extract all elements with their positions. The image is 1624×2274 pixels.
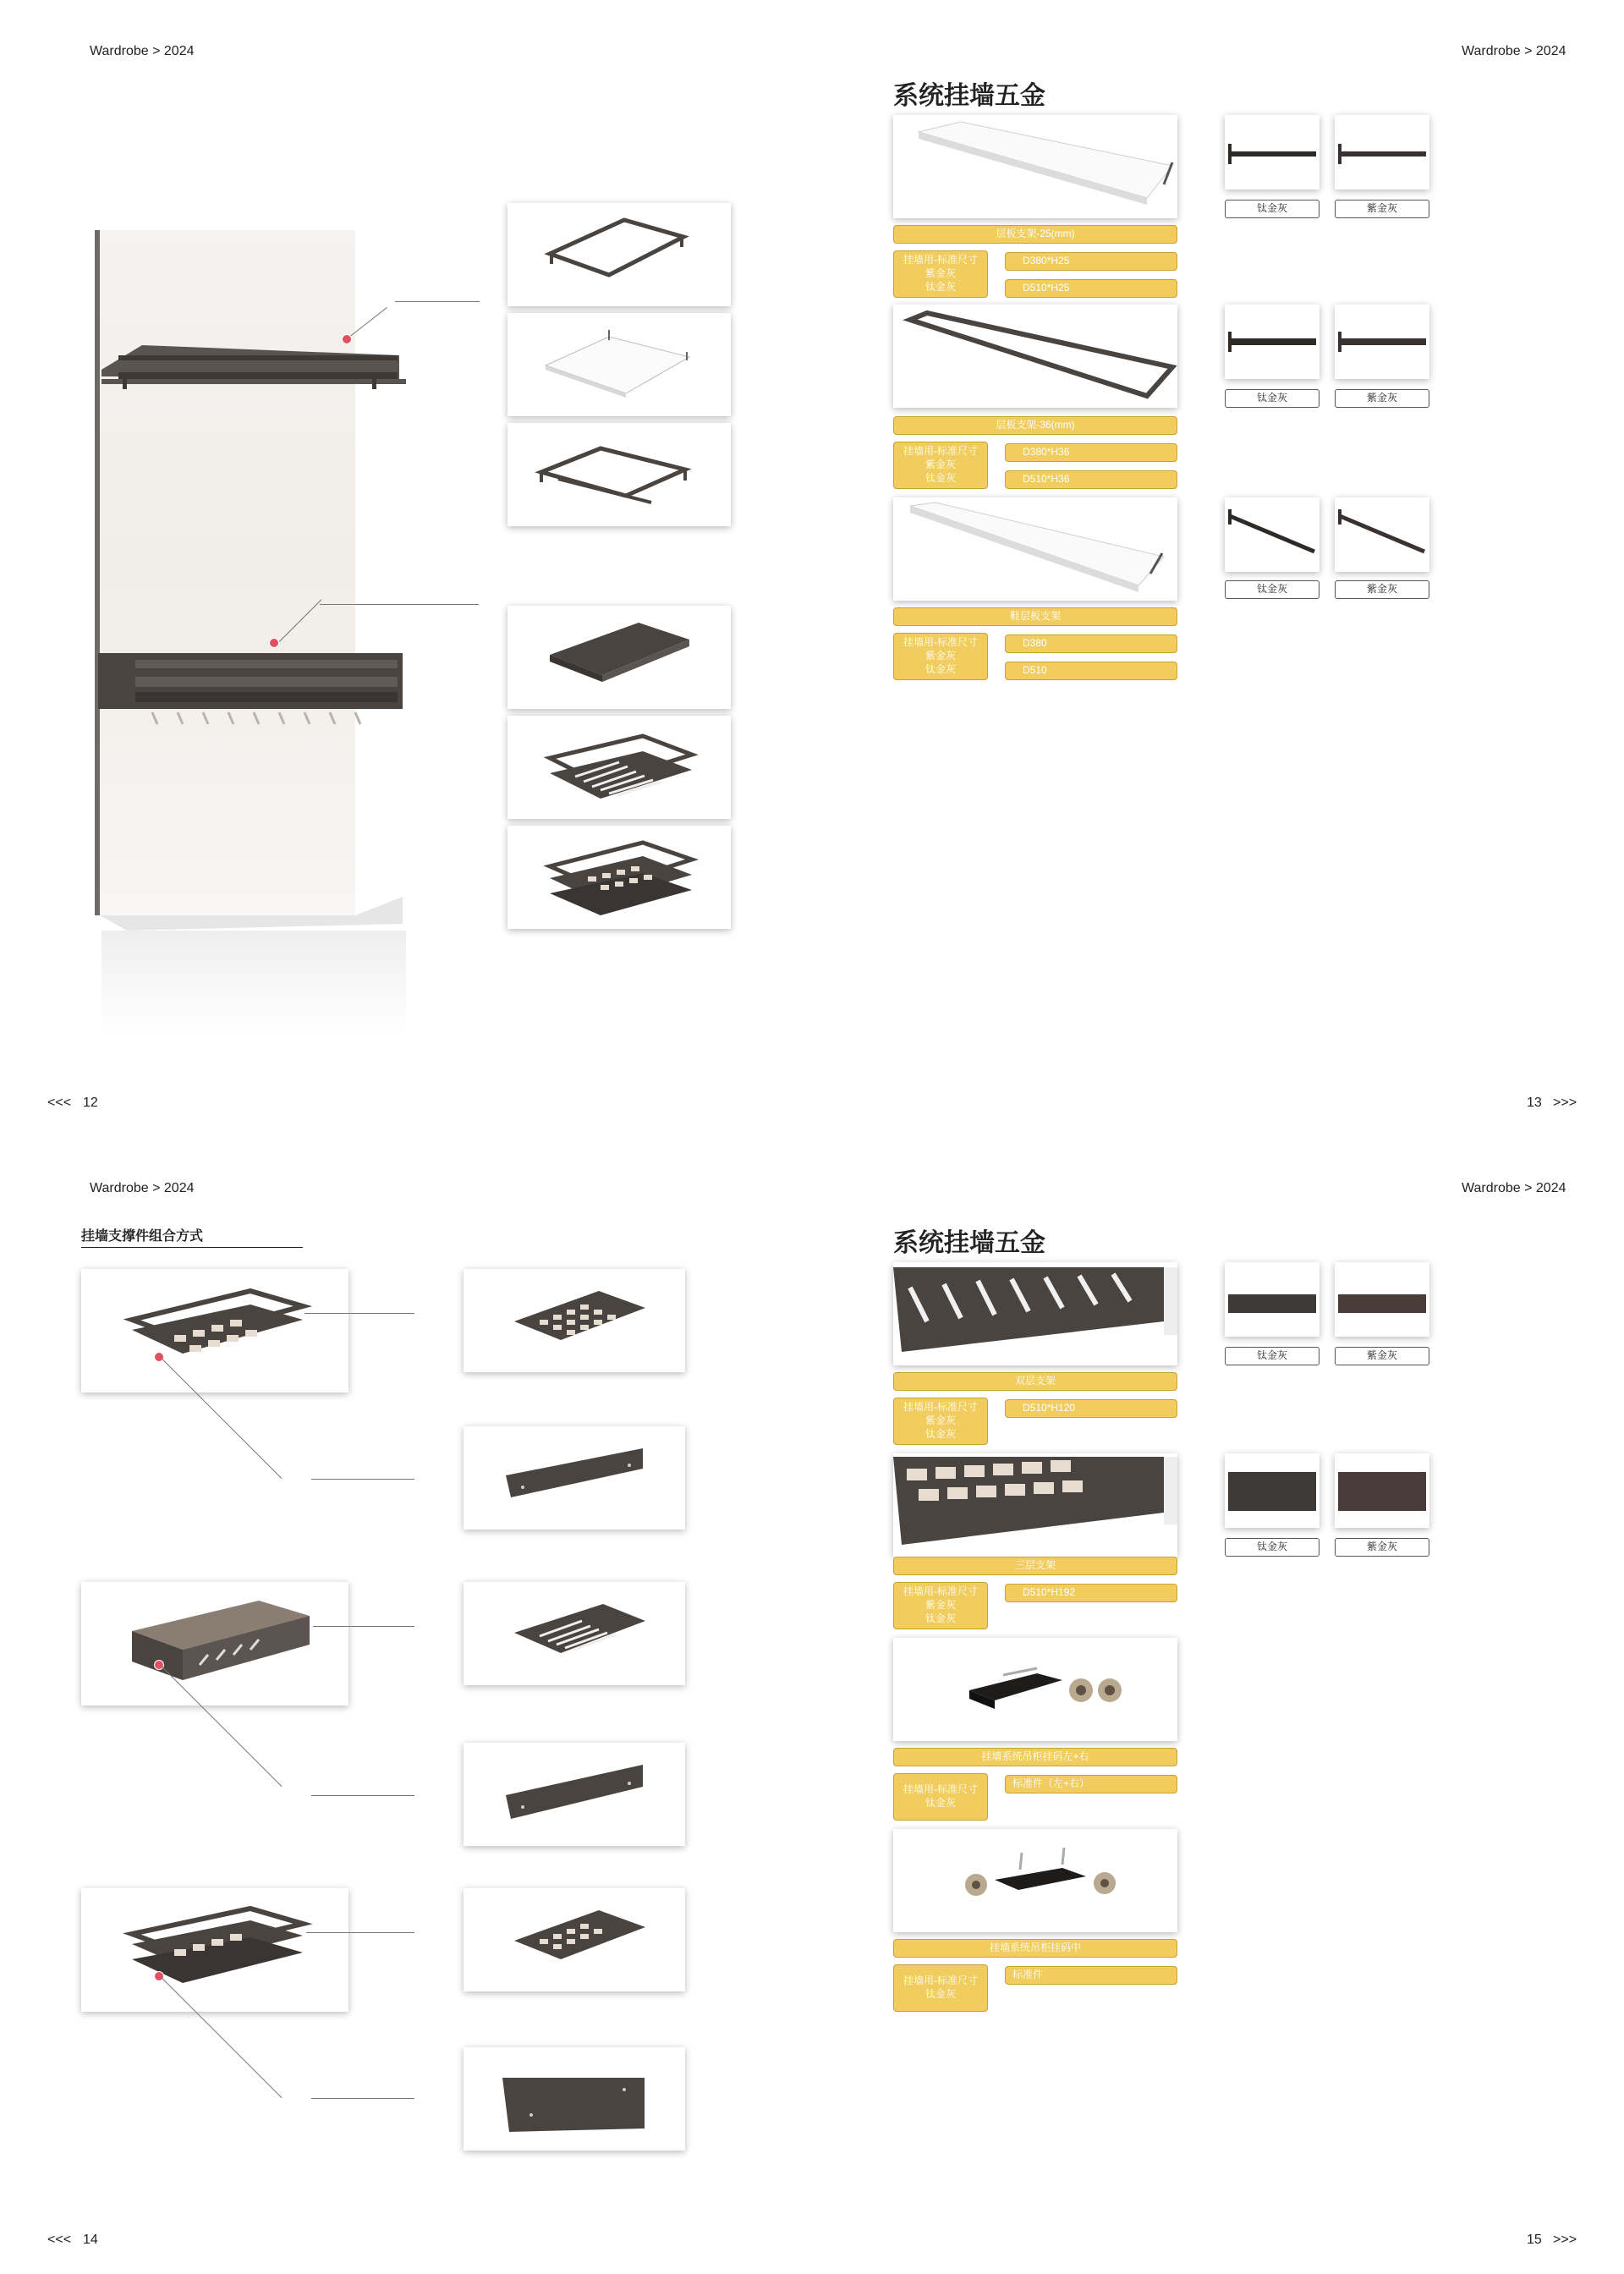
- wall-panel-illustration: [0, 0, 812, 1137]
- hanging-rod-frame-icon: [508, 423, 731, 526]
- item-value: 标准件: [1005, 1966, 1177, 1985]
- bracket-arm-icon: [1225, 115, 1320, 190]
- leader-line: [320, 604, 479, 605]
- side-plate-icon: [1225, 1262, 1320, 1337]
- page-number: 15: [1527, 2233, 1542, 2247]
- bracket-arm-icon: [1335, 497, 1429, 572]
- footer-next-arrow[interactable]: >>>: [1553, 1096, 1577, 1110]
- page-number: 14: [83, 2233, 98, 2247]
- product-image-shelf-bracket-36[interactable]: [893, 305, 1177, 408]
- leader-line: [311, 1795, 414, 1796]
- swatch-image-titanium[interactable]: [1225, 1453, 1320, 1528]
- bracket-frame-icon: [893, 305, 1177, 408]
- swatch-image-titanium[interactable]: [1225, 115, 1320, 190]
- grid-tray-icon: [464, 1269, 685, 1372]
- hotspot-marker[interactable]: [342, 334, 352, 344]
- shoe-rack-icon: [508, 716, 731, 819]
- hanger-hardware-icon: [893, 1829, 1177, 1932]
- product-image-hanger-left-right[interactable]: [893, 1638, 1177, 1741]
- product-card-shoe-rack[interactable]: [508, 716, 731, 819]
- leader-line: [304, 1313, 414, 1314]
- swatch-image-titanium[interactable]: [1225, 305, 1320, 379]
- spec-line: 挂墙用-标准尺寸: [903, 636, 978, 648]
- swatch-label-purple: 紫金灰: [1335, 1347, 1429, 1365]
- triple-drawer-icon: [81, 1888, 348, 2012]
- swatch-label-purple: 紫金灰: [1335, 1538, 1429, 1557]
- product-card-white-shelf[interactable]: [508, 313, 731, 416]
- item-spec-label: [893, 633, 988, 680]
- part-card-slat-tray[interactable]: [464, 1582, 685, 1685]
- item-value: D510: [1005, 662, 1177, 680]
- page-header: Wardrobe > 2024: [1462, 44, 1566, 58]
- assembly-card-drawer-box[interactable]: [81, 1582, 348, 1706]
- spec-line: 挂墙用-标准尺寸: [903, 445, 978, 457]
- item-value: D510*H36: [1005, 470, 1177, 489]
- slat-tray-icon: [464, 1582, 685, 1685]
- white-shelf-icon: [893, 115, 1177, 218]
- part-card-side-panel[interactable]: [464, 1426, 685, 1530]
- swatch-label-titanium: 钛金灰: [1225, 1347, 1320, 1365]
- swatch-image-purple[interactable]: [1335, 1453, 1429, 1528]
- bracket-arm-icon: [1335, 115, 1429, 190]
- item-name-bar: 双层支架: [893, 1372, 1177, 1391]
- item-name-bar: 层板支架-36(mm): [893, 416, 1177, 435]
- drawer-box-icon: [81, 1582, 348, 1706]
- item-name-bar: 层板支架-25(mm): [893, 225, 1177, 244]
- spec-line: 挂墙用-标准尺寸: [903, 1401, 978, 1413]
- item-name-bar: 鞋层板支架: [893, 607, 1177, 626]
- leader-line: [313, 1626, 414, 1627]
- swatch-label-titanium: 钛金灰: [1225, 1538, 1320, 1557]
- leader-line: [395, 301, 480, 302]
- swatch-label-titanium: 钛金灰: [1225, 389, 1320, 408]
- section-title: 系统挂墙五金: [893, 1229, 1045, 1257]
- spec-line: 挂墙用-标准尺寸: [903, 1783, 978, 1795]
- hanging-frame-icon: [508, 203, 731, 306]
- part-card-tall-side-panel[interactable]: [464, 2047, 685, 2150]
- side-panel-icon: [464, 1743, 685, 1846]
- swatch-label-purple: 紫金灰: [1335, 200, 1429, 218]
- subtitle-underline: [81, 1247, 303, 1248]
- spec-line: 挂墙用-标准尺寸: [903, 1975, 978, 1986]
- bracket-arm-icon: [1335, 305, 1429, 379]
- spec-line: 紫金灰: [924, 650, 956, 662]
- side-plate-icon: [1335, 1262, 1429, 1337]
- spec-line: 钛金灰: [924, 472, 956, 484]
- product-image-shoe-shelf-bracket[interactable]: [893, 497, 1177, 601]
- dark-tray-icon: [508, 606, 731, 709]
- product-card-hanging-frame[interactable]: [508, 203, 731, 306]
- item-spec-label: [893, 250, 988, 298]
- drawer-frame-icon: [81, 1269, 348, 1392]
- spec-line: 紫金灰: [924, 1599, 956, 1611]
- hanger-hardware-icon: [893, 1638, 1177, 1741]
- bracket-arm-icon: [1225, 305, 1320, 379]
- item-spec-label: [893, 1582, 988, 1629]
- white-shelf-icon: [893, 497, 1177, 601]
- double-drawer-icon: [508, 826, 731, 929]
- page-number: 12: [83, 1096, 98, 1110]
- swatch-image-titanium[interactable]: [1225, 497, 1320, 572]
- grid-tray-icon: [464, 1888, 685, 1991]
- side-plate-icon: [1335, 1453, 1429, 1528]
- swatch-image-purple[interactable]: [1335, 115, 1429, 190]
- item-value: D510*H192: [1005, 1584, 1177, 1602]
- tall-side-panel-icon: [464, 2047, 685, 2150]
- page-header: Wardrobe > 2024: [90, 44, 195, 58]
- swatch-label-purple: 紫金灰: [1335, 389, 1429, 408]
- swatch-label-purple: 紫金灰: [1335, 580, 1429, 599]
- page-number: 13: [1527, 1096, 1542, 1110]
- double-bracket-icon: [893, 1262, 1177, 1365]
- page-12: [0, 0, 812, 1137]
- swatch-label-titanium: 钛金灰: [1225, 580, 1320, 599]
- page-header: Wardrobe > 2024: [90, 1181, 195, 1195]
- page-14: [0, 1137, 812, 2274]
- spec-line: 紫金灰: [924, 267, 956, 279]
- spec-line: 紫金灰: [924, 459, 956, 470]
- footer-prev-arrow[interactable]: <<<: [47, 2233, 72, 2247]
- item-spec-label: [893, 442, 988, 489]
- bracket-arm-icon: [1225, 497, 1320, 572]
- page-header: Wardrobe > 2024: [1462, 1181, 1566, 1195]
- side-panel-icon: [464, 1426, 685, 1530]
- page-15: [812, 1137, 1624, 2274]
- leader-line: [311, 2098, 414, 2099]
- part-card-side-panel[interactable]: [464, 1743, 685, 1846]
- swatch-image-purple[interactable]: [1335, 305, 1429, 379]
- section-title: 系统挂墙五金: [893, 82, 1045, 110]
- swatch-image-purple[interactable]: [1335, 1262, 1429, 1337]
- assembly-card-triple-drawer[interactable]: [81, 1888, 348, 2012]
- product-image-triple-bracket[interactable]: [893, 1453, 1177, 1557]
- swatch-image-titanium[interactable]: [1225, 1262, 1320, 1337]
- product-image-double-bracket[interactable]: [893, 1262, 1177, 1365]
- spec-line: 挂墙用-标准尺寸: [903, 1585, 978, 1597]
- spec-line: 钛金灰: [924, 1612, 956, 1624]
- item-spec-label: [893, 1964, 988, 2012]
- footer-prev-arrow[interactable]: <<<: [47, 1096, 72, 1110]
- spec-line: 钛金灰: [924, 1988, 956, 2000]
- item-name-bar: 挂墙系统吊柜挂码中: [893, 1939, 1177, 1958]
- spec-line: 钛金灰: [924, 1797, 956, 1809]
- side-plate-icon: [1225, 1453, 1320, 1528]
- item-name-bar: 三层支架: [893, 1557, 1177, 1575]
- product-image-hanger-middle[interactable]: [893, 1829, 1177, 1932]
- triple-bracket-icon: [893, 1453, 1177, 1557]
- product-card-dark-tray[interactable]: [508, 606, 731, 709]
- part-card-grid-tray[interactable]: [464, 1269, 685, 1372]
- swatch-image-purple[interactable]: [1335, 497, 1429, 572]
- assembly-card-drawer-frame[interactable]: [81, 1269, 348, 1392]
- swatch-label-titanium: 钛金灰: [1225, 200, 1320, 218]
- spec-line: 挂墙用-标准尺寸: [903, 254, 978, 266]
- item-value: D380*H36: [1005, 443, 1177, 462]
- item-name-bar: 挂墙系统吊柜挂码左+右: [893, 1748, 1177, 1766]
- footer-next-arrow[interactable]: >>>: [1553, 2233, 1577, 2247]
- page-13: [812, 0, 1624, 1137]
- item-value: 标准件（左+右）: [1005, 1775, 1177, 1793]
- product-card-hanging-rod-frame[interactable]: [508, 423, 731, 526]
- part-card-grid-tray[interactable]: [464, 1888, 685, 1991]
- spec-line: 钛金灰: [924, 1428, 956, 1440]
- item-value: D510*H120: [1005, 1399, 1177, 1418]
- item-value: D380: [1005, 634, 1177, 653]
- item-spec-label: [893, 1398, 988, 1445]
- item-value: D380*H25: [1005, 252, 1177, 271]
- leader-line: [311, 1479, 414, 1480]
- leader-line: [306, 1932, 414, 1933]
- spec-line: 紫金灰: [924, 1414, 956, 1426]
- spec-line: 钛金灰: [924, 281, 956, 293]
- white-shelf-icon: [508, 313, 731, 416]
- product-image-shelf-bracket-25[interactable]: [893, 115, 1177, 218]
- item-spec-label: [893, 1773, 988, 1821]
- product-card-double-drawer[interactable]: [508, 826, 731, 929]
- spec-line: 钛金灰: [924, 663, 956, 675]
- hotspot-marker[interactable]: [269, 638, 279, 648]
- section-subtitle: 挂墙支撑件组合方式: [81, 1229, 204, 1244]
- item-value: D510*H25: [1005, 279, 1177, 298]
